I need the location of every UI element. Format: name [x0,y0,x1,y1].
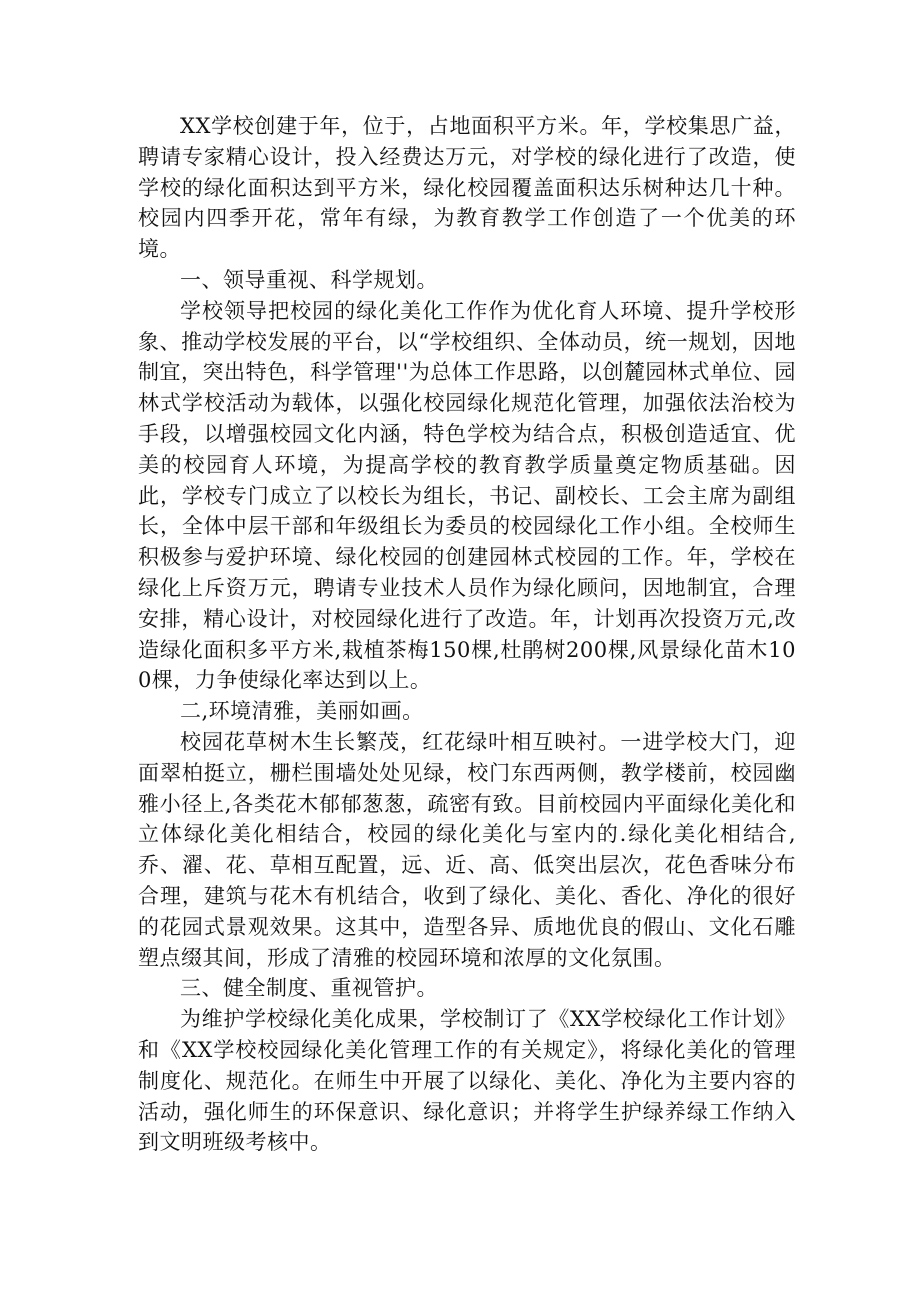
intro-paragraph: XX学校创建于年，位于，占地面积平方米。年，学校集思广益，聘请专家精心设计，投入经费达万元，对学校的绿化进行了改造，使学校的绿化面积达到平方米，绿化校园覆盖面积达乐树种达几十种。校园内四季开花，常年有绿，为教育教学工作创造了一个优美的环境。 [138,114,796,262]
section-1-heading: 一、领导重视、科学规划。 [180,267,438,292]
section-1-body: 学校领导把校园的绿化美化工作作为优化育人环境、提升学校形象、推动学校发展的平台，以“学校组织、全体动员，统一规划，因地制宜，突出特色，科学管理''为总体工作思路，以创麓园林式单位、园林式学校活动为载体，以强化校园绿化规范化管理，加强依法治校为手段，以增强校园文化内涵，特色学校为结合点，积极创造适宜、优美的校园育人环境，为提高学校的教育教学质量奠定物质基础。因此，学校专门成立了以校长为组长，书记、副校长、工会主席为副组长，全体中层干部和年级组长为委员的校园绿化工作小组。全校师生积极参与爱护环境、绿化校园的创建园林式校园的工作。年，学校在绿化上斥资万元，聘请专业技术人员作为绿化顾问，因地制宜，合理安排，精心设计，对校园绿化进行了改造。年，计划再次投资万元,改造绿化面积多平方米,栽植茶梅150棵,杜鹃树200棵,风景绿化苗木100棵，力争使绿化率达到以上。 [138,298,796,693]
section-2-heading: 二,环境清雅，美丽如画。 [180,699,424,724]
section-3-heading: 三、健全制度、重视管护。 [180,976,438,1001]
section-3-body: 为维护学校绿化美化成果，学校制订了《XX学校绿化工作计划》和《XX学校校园绿化美化管理工作的有关规定》，将绿化美化的管理制度化、规范化。在师生中开展了以绿化、美化、净化为主要内容的活动，强化师生的环保意识、绿化意识；并将学生护绿养绿工作纳入到文明班级考核中。 [138,1007,796,1155]
document-page [138,111,796,1158]
section-2-body: 校园花草树木生长繁茂，红花绿叶相互映衬。一进学校大门，迎面翠柏挺立，栅栏围墙处处见绿，校门东西两侧，教学楼前，校园幽雅小径上,各类花木郁郁葱葱，疏密有致。目前校园内平面绿化美化和立体绿化美化相结合，校园的绿化美化与室内的.绿化美化相结合,乔、濯、花、草相互配置，远、近、高、低突出层次，花色香味分布合理，建筑与花木有机结合，收到了绿化、美化、香化、净化的很好的花园式景观效果。这其中，造型各异、质地优良的假山、文化石雕塑点缀其间，形成了清雅的校园环境和浓厚的文化氛围。 [138,729,796,970]
